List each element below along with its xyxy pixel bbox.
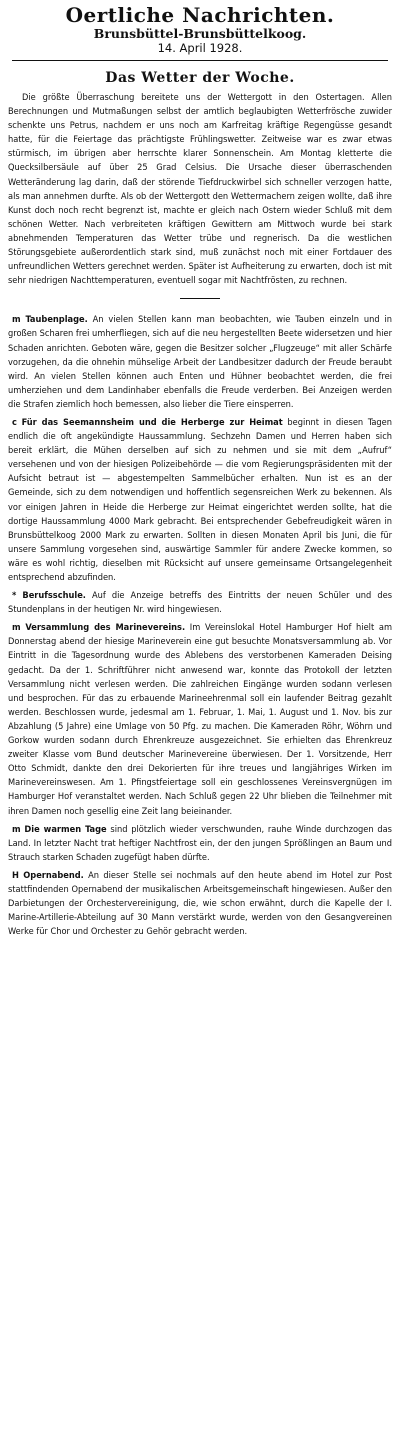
news-item bbox=[8, 416, 392, 585]
news-item-keyword: Opernabend. bbox=[23, 869, 84, 881]
section-divider bbox=[180, 298, 220, 299]
header-rule bbox=[12, 60, 388, 61]
news-item-keyword: Die warmen Tage bbox=[24, 823, 107, 835]
news-item-marker: m bbox=[12, 314, 21, 326]
news-item bbox=[8, 589, 392, 617]
news-item-text: An dieser Stelle sei nochmals auf den heute abend im Hotel zur Post stattfindenden Opernabend der musikalischen Arbeitsgemeinschaft hingewiesen. Außer den Darbietungen der Orchestervereinigung, die, wie schon erwähnt, durch die Kapelle der I. Marine-Artillerie-Abteilung auf 30 Mann verstärkt wurde, werden von den Gesangvereinen Werke für Chor und Orchester zu Gehör gebracht werden. bbox=[8, 869, 393, 938]
news-item-text: An vielen Stellen kann man beobachten, wie Tauben einzeln und in großen Scharen frei umherfliegen, sich auf die neu hergestellten Beete widersetzen und hier Schaden anrichten. Geboten wäre, gegen die Besitzer solcher „Flugzeuge“ mit aller Schärfe vorzugehen, da die ohnehin mühselige Arbeit der Landbesitzer dadurch der Freude beraubt wird. An vielen Stellen können auch Enten und Hühner beobachtet werden, die frei umherziehen und dem Landinhaber ebenfalls die Freude verderben. Bei Anzeigen werden die Strafen ziemlich hoch bemessen, also lieber die Tiere einsperren. bbox=[8, 314, 393, 410]
news-item-keyword: Versammlung des Marinevereins. bbox=[25, 622, 186, 634]
news-item-keyword: Taubenplage. bbox=[25, 314, 88, 326]
news-item bbox=[8, 823, 392, 865]
news-item bbox=[8, 313, 392, 412]
section-title: Oertliche Nachrichten. bbox=[65, 3, 335, 27]
news-item-marker: c bbox=[12, 416, 17, 428]
news-item-text: Im Vereinslokal Hotel Hamburger Hof hielt am Donnerstag abend der hiesige Marineverein eine gut besuchte Monatsversammlung ab. Vor Eintritt in die Tagesordnung wurde des Ablebens des verstorbenen Kameraden Deising gedacht. Da der 1. Schriftführer nicht anwesend war, konnte das Protokoll der letzten Versammlung nicht verlesen werden. Die zahlreichen Eingänge wurden sodann verlesen und besprochen. Für das zu erbauende Marineehrenmal soll ein laufender Beitrag gezahlt werden. Beschlossen wurde, jedesmal am 1. Februar, 1. Mai, 1. August und 1. Nov. bis zur Abzahlung (5 Jahre) eine Umlage von 50 Pfg. zu machen. Die Kameraden Röhr, Wöhrn und Gorkow wurden sodann durch Ehrenkreuze ausgezeichnet. Sie erhielten das Ehrenkreuz zweiter Klasse vom Bund deutscher Marinevereine überwiesen. Der 1. Vorsitzende, Herr Otto Schmidt, dankte den drei Dekorierten für ihre treues und langjähriges Wirken im Marinevereinswesen. Am 1. Pfingstfeiertage soll ein geschlossenes Vereinsvergnügen im Hamburger Hof veranstaltet werden. Nach Schluß gegen 22 Uhr blieben die Teilnehmer mit ihren Damen noch gesellig eine Zeit lang beieinander. bbox=[8, 622, 392, 817]
news-item bbox=[8, 621, 392, 818]
news-item-marker: H bbox=[12, 869, 19, 881]
news-item-marker: * bbox=[12, 590, 17, 602]
news-item-keyword: Für das Seemannsheim und die Herberge zur Heimat bbox=[21, 416, 283, 428]
news-item-text: beginnt in diesen Tagen endlich die oft angekündigte Haussammlung. Sechzehn Damen und Herren haben sich bereit erklärt, die Mühen derselben auf sich zu nehmen und sie mit dem „Aufruf“ versehenen und von der hiesigen Polizeibehörde — die vom Regierungspräsidenten mit der Aufsicht betraut ist — abgestempelten Sammelbücher erhalten. Nun ist es an der Gemeinde, sich zu dem notwendigen und hoffentlich segensreichen Werk zu bekennen. Als vor einigen Jahren in Heide die Herberge zur Heimat eingerichtet werden sollte, hat die dortige Haussammlung 4000 Mark gebracht. Bei entsprechender Gebefreudigkeit wären in Brunsbüttelkoog 2000 Mark zu erwarten. Sollten in diesen Monaten April bis Juni, die für unsere Sammlung vorgesehen sind, auswärtige Sammler für andere Zwecke kommen, so wäre es wohl richtig, dieselben mit Rücksicht auf unsere gemeinsame Ortsangelegenheit entsprechend abzufinden. bbox=[8, 416, 393, 583]
news-item-marker: m bbox=[12, 823, 21, 835]
section-subtitle: Brunsbüttel-Brunsbüttelkoog. bbox=[93, 26, 307, 41]
news-item bbox=[8, 869, 392, 939]
weather-body: Die größte Überraschung bereitete uns der Wettergott in den Ostertagen. Allen Berechnungen und Mutmaßungen selbst der amtlich beglaubigten Wetterfrösche zuwider schenkte uns Petrus, nachdem er uns noch am Karfreitag kräftige Regengüsse gesandt hatte, für die Feiertage das prächtigste Frühlingswetter. Zeitweise war es zwar etwas stürmisch, im übrigen aber herrschte klarer Sonnenschein. Am Montag kletterte die Quecksilbersäule auf über 25 Grad Celsius. Die Ursache dieser überraschenden Wetteränderung lag darin, daß der störende Tiefdruckwirbel sich schneller verzogen hatte, als man annehmen durfte. Als ob der Wettergott den Wettermachern zeigen wollte, daß ihre Kunst doch noch recht begrenzt ist, machte er gleich nach Ostern wieder Schluß mit dem schönen Wetter. Nach verbreiteten kräftigen Gewittern am Mittwoch wurde bei stark abnehmenden Temperaturen das Wetter trübe und regnerisch. Da die westlichen Störungsgebiete außerordentlich stark sind, muß zunächst noch mit einer Fortdauer des unfreundlichen Wetters gerechnet werden. Später ist Aufheiterung zu erwarten, doch ist mit sehr niedrigen Nachttemperaturen, eventuell sogar mit Nachtfrösten, zu rechnen. bbox=[8, 92, 392, 287]
weather-headline: Das Wetter der Woche. bbox=[105, 70, 295, 86]
news-item-text: Auf die Anzeige betreffs des Eintritts der neuen Schüler und des Stundenplans in der heutigen Nr. wird hingewiesen. bbox=[8, 590, 392, 616]
news-items bbox=[8, 313, 392, 939]
newspaper-page bbox=[8, 0, 392, 939]
news-item-marker: m bbox=[12, 622, 21, 634]
dateline: 14. April 1928. bbox=[157, 41, 243, 55]
weather-report bbox=[8, 69, 392, 288]
masthead bbox=[8, 4, 392, 56]
news-item-keyword: Berufsschule. bbox=[22, 590, 86, 602]
news-item-text: sind plötzlich wieder verschwunden, rauhe Winde durchzogen das Land. In letzter Nacht trat heftiger Nachtfrost ein, der den jungen Sprößlingen an Baum und Strauch starken Schaden zugefügt haben dürfte. bbox=[8, 823, 392, 863]
